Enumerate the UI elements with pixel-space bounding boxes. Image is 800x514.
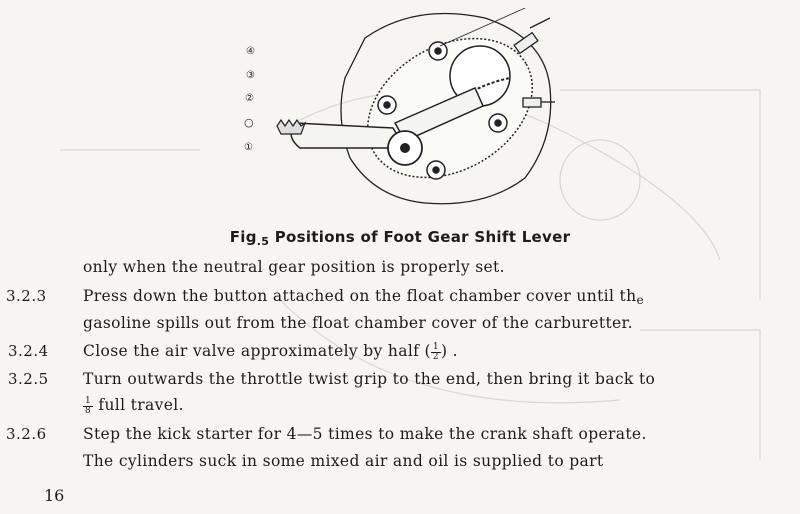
position-marker: ○	[244, 116, 254, 129]
pedal-tip	[277, 120, 305, 134]
paragraph-line: The cylinders suck in some mixed air and oil is supplied to part	[83, 452, 604, 470]
paragraph-line: $\frac{1}{8}$ full travel.	[85, 395, 184, 416]
section-number: 3.2.5	[8, 370, 49, 388]
section-number: 3.2.6	[6, 425, 47, 443]
position-marker: ②	[245, 93, 254, 104]
figure-caption: Fig$_{.5}$ Positions of Foot Gear Shift Lever	[229, 228, 571, 248]
paragraph-line: Step the kick starter for 4—5 times to make the crank shaft operate.	[83, 425, 647, 443]
gear-shift-lever-figure	[225, 8, 565, 218]
paragraph-line: gasoline spills out from the float chamber cover of the carburetter.	[83, 314, 633, 332]
fraction-half: $\frac{1}{2}$	[432, 341, 439, 362]
section-number: 3.2.4	[8, 342, 49, 360]
section-number: 3.2.3	[6, 287, 47, 305]
paragraph-line: only when the neutral gear position is properly set.	[83, 258, 505, 276]
position-marker: ④	[246, 46, 255, 57]
paragraph-line: Turn outwards the throttle twist grip to the end, then bring it back to	[83, 370, 656, 388]
paragraph-line: Close the air valve approximately by half ( $\frac{1}{2}$ ) .	[83, 341, 458, 362]
position-marker: ③	[246, 70, 255, 81]
fraction-eighth: $\frac{1}{8}$	[85, 395, 92, 416]
paragraph-line: Press down the button attached on the float chamber cover until the	[83, 287, 644, 307]
position-marker: ①	[244, 142, 253, 153]
page-number: 16	[44, 486, 65, 505]
